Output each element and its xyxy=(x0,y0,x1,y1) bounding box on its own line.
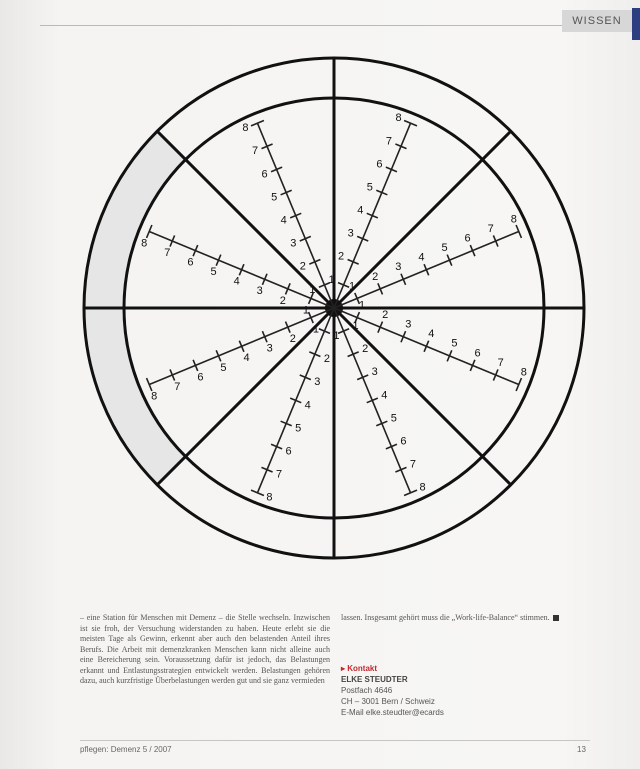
section-tab: WISSEN xyxy=(562,10,632,32)
scale-tick-label: 7 xyxy=(275,468,283,481)
scale-tick-label: 7 xyxy=(385,135,393,148)
scale-tick-label: 8 xyxy=(510,213,517,226)
contact-city: CH – 3001 Bern / Schweiz xyxy=(341,697,435,706)
scale-tick-label: 8 xyxy=(419,481,426,494)
scale-tick-label: 5 xyxy=(451,337,458,350)
scale-tick-label: 1 xyxy=(333,329,340,342)
scale-tick-label: 3 xyxy=(371,366,378,379)
scale-tick-label: 4 xyxy=(233,275,240,288)
footer-publication: pflegen: Demenz 5 / 2007 xyxy=(80,745,172,754)
scale-tick-label: 6 xyxy=(464,232,471,245)
scale-tick-label: 1 xyxy=(349,280,356,293)
contact-name: ELKE STEUDTER xyxy=(341,675,408,684)
page-number: 13 xyxy=(577,745,586,754)
scale-tick-label: 3 xyxy=(290,237,297,250)
scale-tick-label: 6 xyxy=(474,347,481,360)
scale-tick-label: 4 xyxy=(418,251,425,264)
scale-tick-label: 3 xyxy=(347,227,354,240)
scale-tick-label: 7 xyxy=(409,458,417,471)
scale-tick-label: 2 xyxy=(382,309,389,322)
scale-tick-label: 1 xyxy=(328,273,335,286)
scale-tick-label: 1 xyxy=(352,320,359,333)
scale-tick-label: 7 xyxy=(251,145,259,158)
scale-tick-label: 7 xyxy=(174,380,181,393)
scale-tick-label: 3 xyxy=(256,285,263,298)
footer-rule xyxy=(80,740,590,741)
scale-tick-label: 8 xyxy=(520,366,527,379)
contact-email[interactable]: E-Mail elke.steudter@ecards xyxy=(341,708,444,717)
contact-heading xyxy=(341,663,444,674)
contact-postbox: Postfach 4646 xyxy=(341,686,393,695)
segment-divider xyxy=(334,308,511,485)
segment-divider xyxy=(157,131,334,308)
segment-divider xyxy=(334,131,511,308)
segment-divider xyxy=(157,308,334,485)
article-text-left: – eine Station für Menschen mit Demenz – die Stelle wechseln. Inzwischen ist sie froh, der Versuchung widerstanden zu haben. Heute erlebt sie die meisten Tage als Gewinn, erkennt aber auch den belastenden Anteil ihres Berufs. Die Arbeit mit demenzkranken Menschen kann nicht alleine auch eine Bereicherung sein. Voraussetzung dafür ist jedoch, das Belastungen erkannt und Entlastungsstrategien entwickelt werden. Belastungen gehören dazu, auch kurzfristige Überbelastungen werden gut und sie ganz vermieden xyxy=(80,613,330,685)
scale-tick-label: 2 xyxy=(362,343,369,356)
end-mark xyxy=(553,615,559,621)
scale-tick-label: 3 xyxy=(314,376,321,389)
scale-tick-label: 2 xyxy=(323,353,330,366)
scale-tick-label: 6 xyxy=(400,435,407,448)
scale-tick-label: 1 xyxy=(312,323,319,336)
scale-tick-label: 4 xyxy=(280,214,287,227)
scale-tick-label: 4 xyxy=(428,328,435,341)
scale-tick-label: 5 xyxy=(390,412,397,425)
scale-tick-label: 5 xyxy=(271,191,278,204)
scale-tick-label: 8 xyxy=(242,122,249,135)
scale-tick-label: 3 xyxy=(266,342,273,355)
contact-heading-label: Kontakt xyxy=(347,664,378,673)
scale-tick-label: 6 xyxy=(261,168,268,181)
scale-tick-label: 5 xyxy=(220,361,227,374)
triangle-icon: ▸ xyxy=(341,664,348,673)
scale-tick-label: 5 xyxy=(210,266,217,279)
scale-tick-label: 6 xyxy=(187,256,194,269)
scale-tick-label: 6 xyxy=(197,371,204,384)
scale-tick-label: 2 xyxy=(289,333,296,346)
scale-tick-label: 2 xyxy=(338,250,345,263)
scale-tick-label: 7 xyxy=(497,356,504,369)
scale-tick-label: 7 xyxy=(487,222,494,235)
scale-tick-label: 4 xyxy=(304,399,311,412)
scale-tick-label: 7 xyxy=(164,246,171,259)
article-text-right-text: lassen. Insgesamt gehört muss die „Work-life-Balance“ stimmen. xyxy=(341,613,550,622)
scale-tick-label: 2 xyxy=(299,260,306,273)
scale-tick-label: 4 xyxy=(243,352,250,365)
scale-tick-label: 2 xyxy=(279,294,286,307)
scale-tick-label: 1 xyxy=(359,299,366,312)
scale-tick-label: 5 xyxy=(441,242,448,255)
scale-tick-label: 8 xyxy=(151,390,158,403)
scale-tick-label: 3 xyxy=(395,261,402,274)
scale-tick-label: 1 xyxy=(309,283,316,296)
contact-box xyxy=(341,663,444,718)
scale-tick-label: 6 xyxy=(376,158,383,171)
scale-tick-label: 6 xyxy=(285,445,292,458)
scale-tick-label: 3 xyxy=(405,318,412,331)
scale-tick-label: 8 xyxy=(141,237,148,250)
scale-tick-label: 4 xyxy=(381,389,388,402)
scale-tick-label: 4 xyxy=(357,204,364,217)
scale-tick-label: 2 xyxy=(372,270,379,283)
scale-tick-label: 5 xyxy=(295,422,302,435)
scale-tick-label: 5 xyxy=(366,181,373,194)
scale-tick-label: 8 xyxy=(395,112,402,125)
scale-tick-label: 8 xyxy=(266,491,273,504)
scale-tick-label: 1 xyxy=(302,304,309,317)
article-text-right xyxy=(341,613,591,624)
